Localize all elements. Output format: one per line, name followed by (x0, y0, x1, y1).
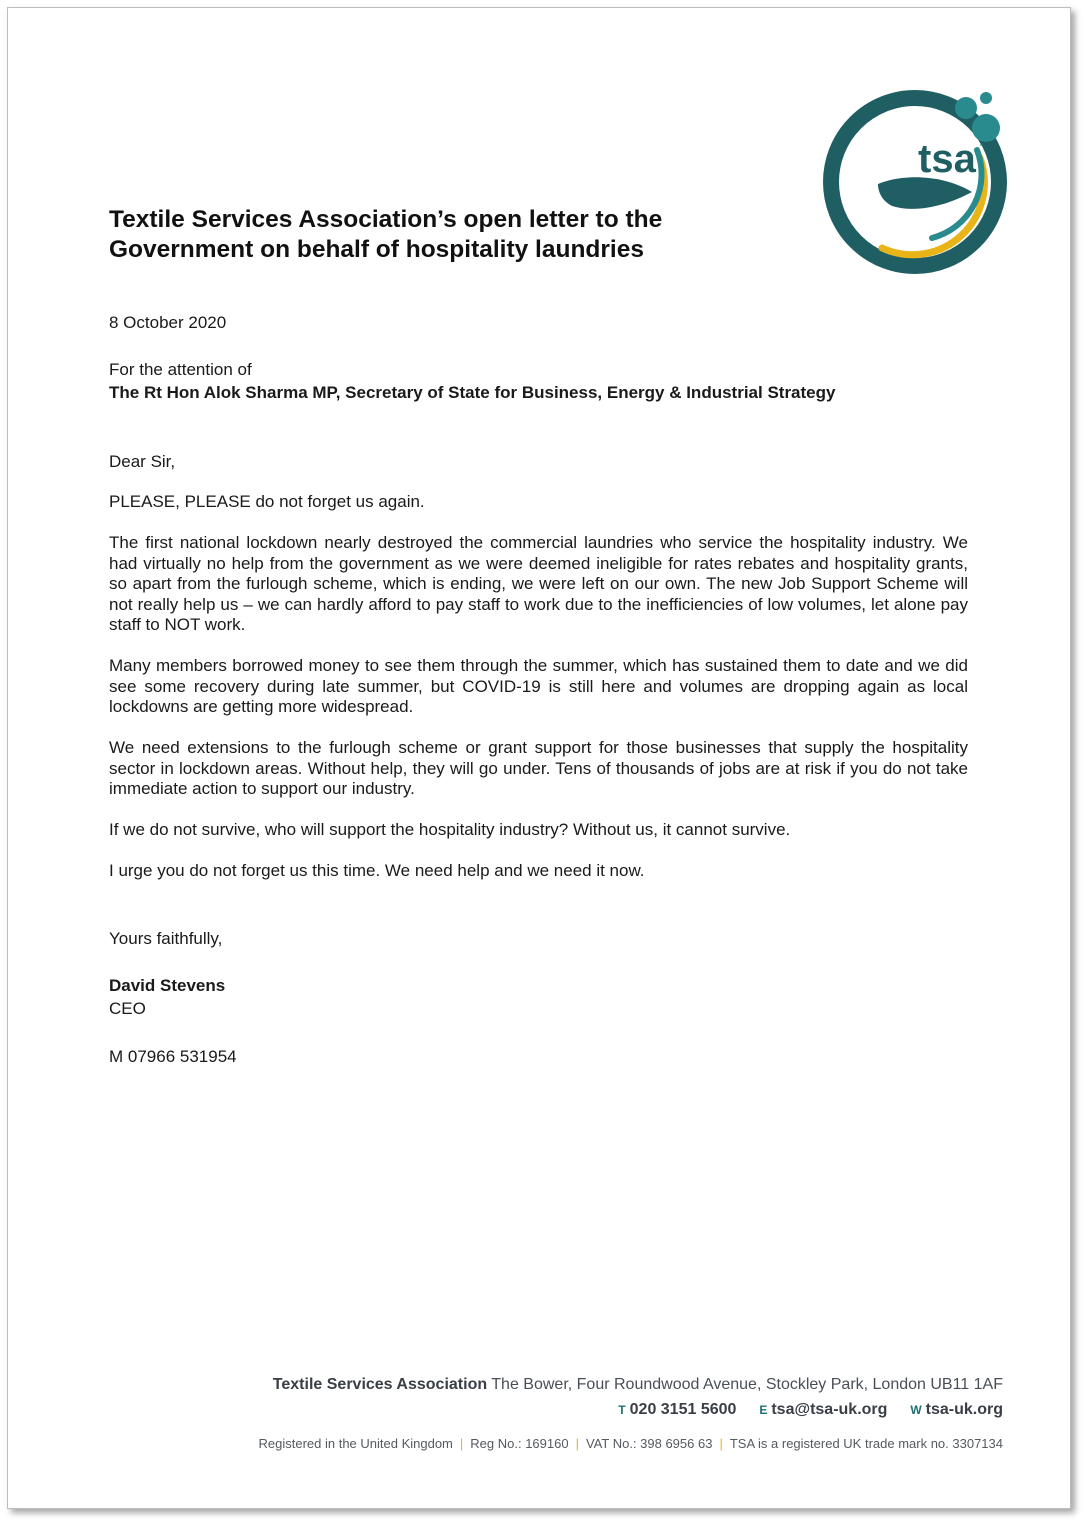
signatory-name: David Stevens (109, 976, 226, 995)
phone-key: T (618, 1403, 626, 1417)
letter-date: 8 October 2020 (109, 313, 227, 332)
footer-org-name: Textile Services Association (272, 1376, 488, 1393)
salutation: Dear Sir, (109, 452, 176, 471)
body-paragraph-1: PLEASE, PLEASE do not forget us again. (109, 492, 425, 511)
footer-trademark-note: TSA is a registered UK trade mark no. 3307134 (729, 1436, 1003, 1451)
web-key: W (910, 1403, 922, 1417)
letter-title (109, 205, 749, 265)
body-paragraph-5: If we do not survive, who will support the hospitality industry? Without us, it cannot survive. (109, 820, 791, 839)
footer-separator: | (575, 1436, 579, 1451)
body-paragraph-2: The first national lockdown nearly destroyed the commercial laundries who service the hospitality industry. We had virtually no help from the government as we were deemed ineligible for rates rebates and hospitality grants, so apart from the furlough scheme, which is ending, we were left on our own. The new Job Support Scheme will not really help us – we can hardly afford to pay staff to work due to the inefficiencies of low volumes, let alone pay staff to NOT work. (109, 533, 968, 635)
footer-reg-no: Reg No.: 169160 (470, 1436, 569, 1451)
footer-separator: | (719, 1436, 723, 1451)
recipient: The Rt Hon Alok Sharma MP, Secretary of State for Business, Energy & Industrial Strategy (109, 383, 836, 402)
footer-address: The Bower, Four Roundwood Avenue, Stockley Park, London UB11 1AF (491, 1376, 1003, 1393)
footer-address-line (273, 1376, 1003, 1394)
title-line-2: Government on behalf of hospitality laundries (109, 236, 644, 263)
closing: Yours faithfully, (109, 929, 223, 948)
logo-trademark: TM (979, 142, 988, 148)
attention-label: For the attention of (109, 360, 252, 379)
signatory-title: CEO (109, 999, 146, 1018)
letter-page (7, 7, 1071, 1509)
body-paragraph-4: We need extensions to the furlough scheme or grant support for those businesses that supply the hospitality sector in lockdown areas. Without help, they will go under. Tens of thousands of jobs are at risk if you do not take immediate action to support our industry. (109, 738, 968, 799)
footer-contact-line (618, 1401, 1003, 1419)
footer-registered: Registered in the United Kingdom (258, 1436, 453, 1451)
logo-text: tsa (918, 137, 976, 181)
footer-vat-no: VAT No.: 398 6956 63 (585, 1436, 713, 1451)
footer-web[interactable]: tsa-uk.org (925, 1401, 1003, 1418)
mobile-number: M 07966 531954 (109, 1047, 237, 1066)
tsa-logo (822, 88, 1016, 276)
title-line-1: Textile Services Association’s open letter to the (109, 206, 663, 233)
body-paragraph-3: Many members borrowed money to see them through the summer, which has sustained them to date and we did see some recovery during late summer, but COVID-19 is still here and volumes are dropping again as local lockdowns are getting more widespread. (109, 656, 968, 717)
footer-registration-line (259, 1436, 1004, 1451)
footer-email[interactable]: tsa@tsa-uk.org (771, 1401, 888, 1418)
footer-phone[interactable]: 020 3151 5600 (629, 1401, 737, 1418)
email-key: E (759, 1403, 768, 1417)
footer-separator: | (459, 1436, 464, 1451)
body-paragraph-6: I urge you do not forget us this time. We need help and we need it now. (109, 861, 645, 880)
